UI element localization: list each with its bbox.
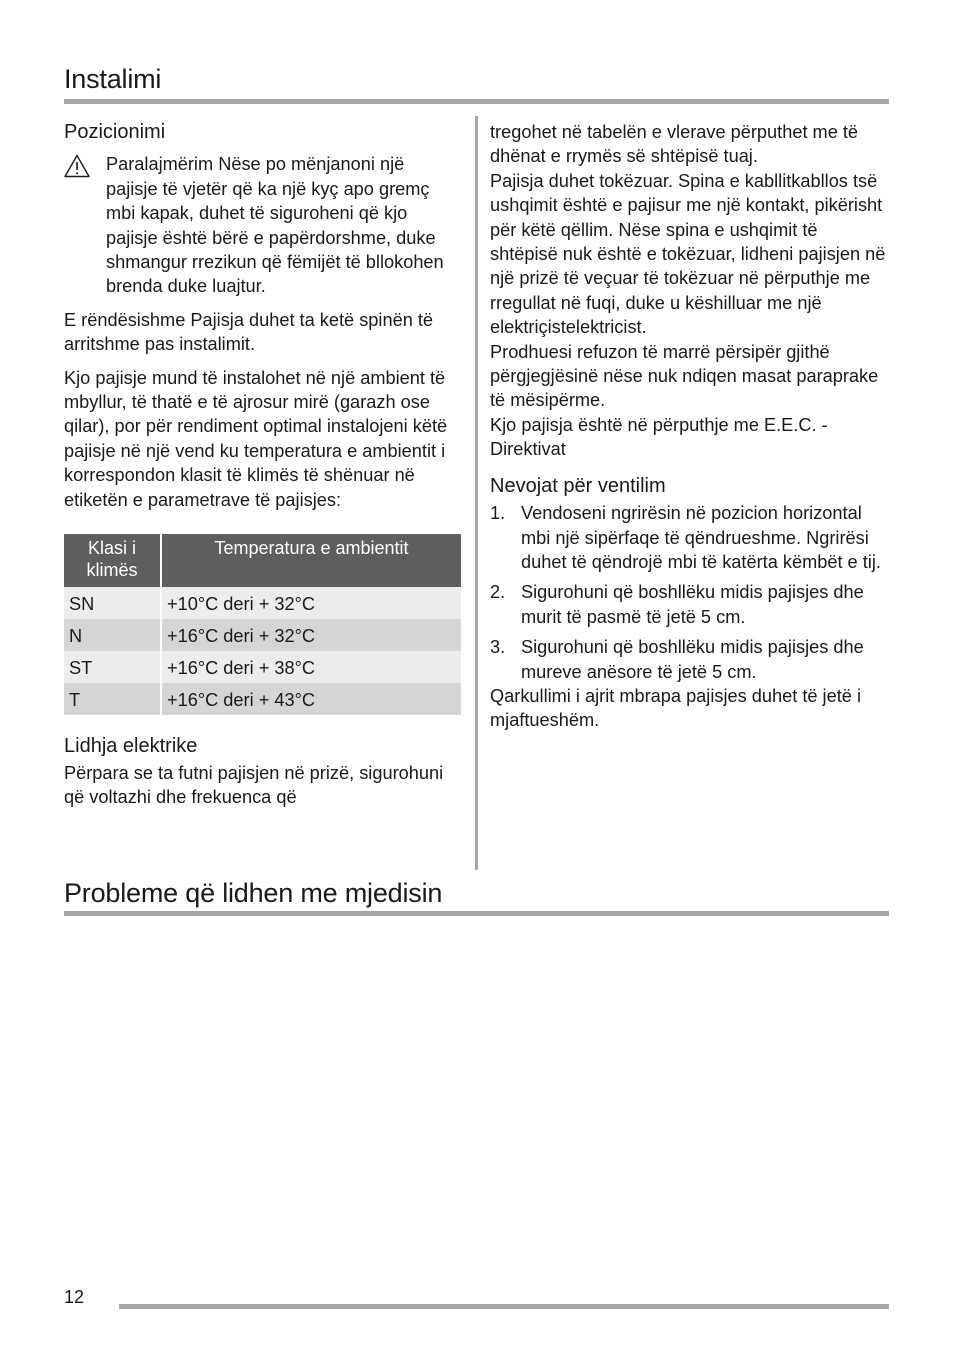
list-number: 2. — [490, 582, 506, 603]
table-cell: +16°C deri + 32°C — [161, 619, 461, 651]
warning-block — [64, 152, 460, 298]
electrical-paragraph: Përpara se ta futni pajisjen në prizë, sigurohuni që voltazhi dhe frekuenca që — [64, 762, 444, 807]
table-header-class: Klasi i klimës — [64, 534, 161, 587]
section-divider — [64, 911, 889, 916]
list-item — [490, 580, 890, 629]
table-row — [64, 651, 461, 683]
table-row — [64, 587, 461, 619]
table-cell: +16°C deri + 38°C — [161, 651, 461, 683]
list-text: Sigurohuni që boshllëku midis pajisjes dhe murit të pasmë të jetë 5 cm. — [521, 582, 864, 627]
table-cell: +16°C deri + 43°C — [161, 683, 461, 715]
airflow-paragraph: Qarkullimi i ajrit mbrapa pajisjes duhet të jetë i mjaftueshëm. — [490, 685, 861, 731]
page-number: 12 — [64, 1287, 85, 1307]
section-divider — [64, 99, 889, 104]
right-column — [490, 120, 890, 733]
list-text: Vendoseni ngrirësin në pozicion horizontal mbi një sipërfaqe të qëndrueshme. Ngrirësi duhet të qëndrojë mbi të katërta këmbët e tij. — [521, 503, 881, 572]
table-header-temperature: Temperatura e ambientit — [161, 534, 461, 587]
table-row — [64, 683, 461, 715]
table-cell: +10°C deri + 32°C — [161, 587, 461, 619]
table-row — [64, 619, 461, 651]
list-number: 3. — [490, 637, 506, 658]
important-text: Pajisja duhet ta ketë spinën të arritshme pas instalimit. — [64, 309, 434, 355]
warning-label: Paralajmërim — [106, 154, 214, 175]
disclaimer-paragraph: Prodhuesi refuzon të marrë përsipër gjithë përgjegjësinë nëse nuk ndiqen masat paraprake të mësipërme. — [490, 341, 879, 411]
left-column — [64, 120, 460, 809]
subsection-title-positioning: Pozicionimi — [64, 121, 166, 143]
table-cell: ST — [64, 651, 161, 683]
list-number: 1. — [490, 503, 506, 524]
important-note — [64, 308, 460, 357]
installation-paragraph: Kjo pajisje mund të instalohet në një ambient të mbyllur, të thatë e të ajrosur mirë (garazh ose qilar), por për rendiment optimal instalojeni këtë pajisje në një vend ku temperatura e ambientit i korrespondon klasit të klimës të shënuar në etiketën e parametrave të pajisjes: — [64, 367, 448, 510]
subsection-title-electrical: Lidhja elektrike — [64, 735, 198, 758]
important-label: E rëndësishme — [64, 309, 186, 330]
list-item — [490, 501, 890, 574]
compliance-paragraph: Kjo pajisja është në përputhje me E.E.C. - Direktivat — [490, 414, 828, 460]
table-cell: N — [64, 619, 161, 651]
table-cell: T — [64, 683, 161, 715]
list-text: Sigurohuni që boshllëku midis pajisjes dhe mureve anësore të jetë 5 cm. — [521, 637, 864, 682]
climate-class-table — [64, 534, 461, 715]
warning-text: Nëse po mënjanoni një pajisje të vjetër që ka një kyç apo gremç mbi kapak, duhet të siguroheni që kjo pajisje është bërë e papërdorshme, duke shmangur rrezikun që fëmijët të bllokohen brenda duke luajtur. — [106, 154, 444, 297]
table-cell: SN — [64, 587, 161, 619]
grounding-paragraph: Pajisja duhet tokëzuar. Spina e kabllitkabllos tsë ushqimit është e pajisur me një kontakt, pikërisht për këtë qëllim. Nëse spina e ushqimit të shtëpisë nuk është e tokëzuar, lidheni pajisjen në një prizë të veçuar të tokëzuar në përputhje me rregullat në fuqi, duke u këshilluar me një elektriçistelektricist. — [490, 170, 886, 338]
warning-triangle-icon — [64, 154, 90, 178]
section-title-environment: Probleme që lidhen me mjedisin — [64, 878, 443, 908]
subsection-title-ventilation: Nevojat për ventilim — [490, 474, 666, 497]
section-title-instalimi: Instalimi — [64, 64, 162, 94]
list-item — [490, 635, 890, 684]
footer-rule — [119, 1304, 889, 1309]
ventilation-steps — [490, 501, 890, 684]
electrical-continuation: tregohet në tabelën e vlerave përputhet me të dhënat e rrymës së shtëpisë tuaj. — [490, 122, 859, 167]
column-divider — [475, 116, 478, 870]
